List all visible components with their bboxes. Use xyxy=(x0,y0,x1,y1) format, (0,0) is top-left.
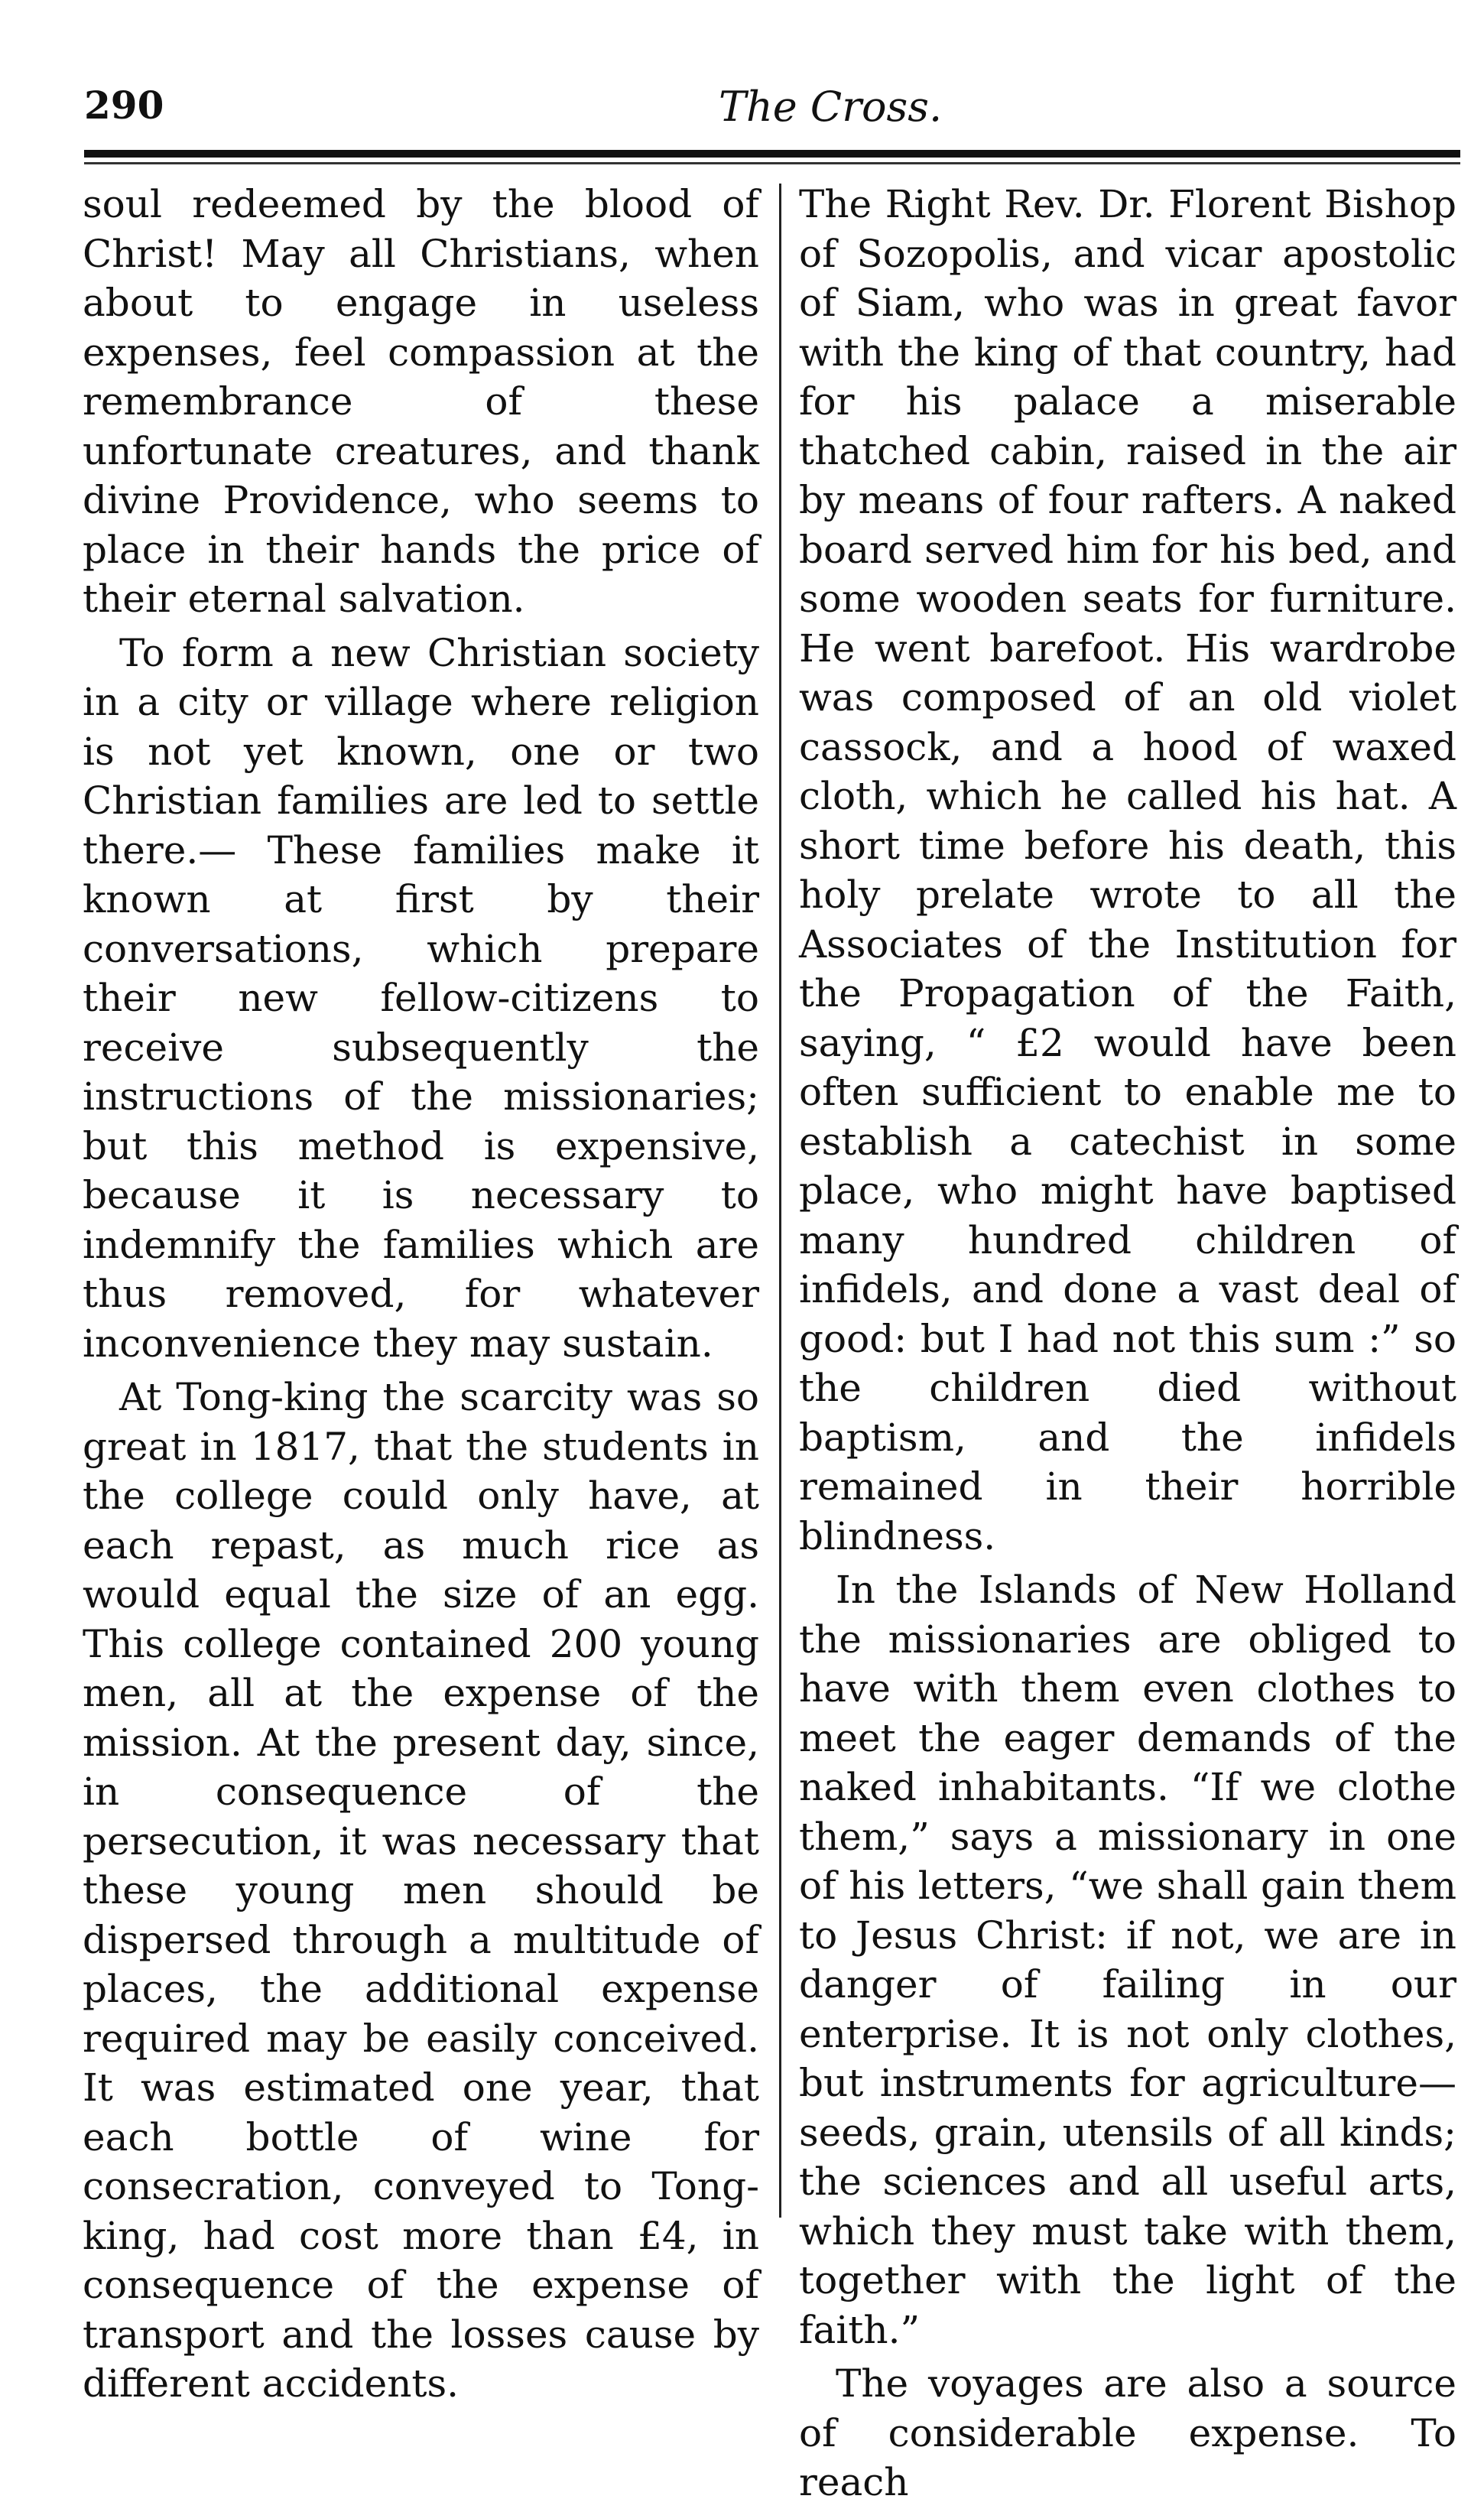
page-header xyxy=(84,83,1460,144)
paragraph: The voyages are also a source of considerable expense. To reach xyxy=(799,2361,1456,2504)
paragraph: To form a new Christian society in a city or village where religion is not yet known, one or two Christian families are led to settle there.— These families make it known at first by their conversations, which prepare their new fellow-citizens to receive subsequently the instructions of the missionaries; but this method is expensive, because it is necessary to indemnify the families which are thus removed, for whatever inconvenience they may sustain. xyxy=(83,630,759,1366)
left-column xyxy=(83,180,759,2413)
running-title: The Cross. xyxy=(719,83,943,131)
paragraph: At Tong-king the scarcity was so great in 1817, that the students in the college could only have, at each repast, as much rice as would equal the size of an egg. This college contained 200 young men, all at the expense of the mission. At the present day, since, in consequence of the persecution, it was necessary that these young men should be dispersed through a multitude of places, the additional expense required may be easily conceived. It was estimated one year, that each bottle of wine for consecration, conveyed to Tong-king, had cost more than £4, in consequence of the expense of transport and the losses cause by different accidents. xyxy=(83,1375,759,2406)
column-divider xyxy=(779,184,781,2218)
paragraph: The Right Rev. Dr. Florent Bishop of Sozopolis, and vicar apostolic of Siam, who was in great favor with the king of that country, had for his palace a miserable thatched cabin, raised in the air by means of four rafters. A naked board served him for his bed, and some wooden seats for furniture. He went barefoot. His wardrobe was composed of an old violet cassock, and a hood of waxed cloth, which he called his hat. A short time before his death, this holy prelate wrote to all the Associates of the Institution for the Propagation of the Faith, saying, “ £2 would have been often sufficient to enable me to establish a catechist in some place, who might have baptised many hundred children of infidels, and done a vast deal of good: but I had not this sum :” so the children died without baptism, and the infidels remained in their horrible blindness. xyxy=(799,182,1456,1558)
header-rule xyxy=(84,150,1460,158)
page-number: 290 xyxy=(84,83,164,128)
paragraph: soul redeemed by the blood of Christ! May all Christians, when about to engage in useless expenses, feel compassion at the remembrance of these unfortunate creatures, and thank divine Providence, who seems to place in their hands the price of their eternal salvation. xyxy=(83,182,759,621)
paragraph: In the Islands of New Holland the missionaries are obliged to have with them even clothes to meet the eager demands of the naked inhabitants. “If we clothe them,” says a missionary in one of his letters, “we shall gain them to Jesus Christ: if not, we are in danger of failing in our enterprise. It is not only clothes, but instruments for agriculture— seeds, grain, utensils of all kinds; the sciences and all useful arts, which they must take with them, together with the light of the faith.” xyxy=(799,1568,1456,2352)
header-rule-thin xyxy=(84,162,1460,164)
right-column xyxy=(799,180,1456,2512)
